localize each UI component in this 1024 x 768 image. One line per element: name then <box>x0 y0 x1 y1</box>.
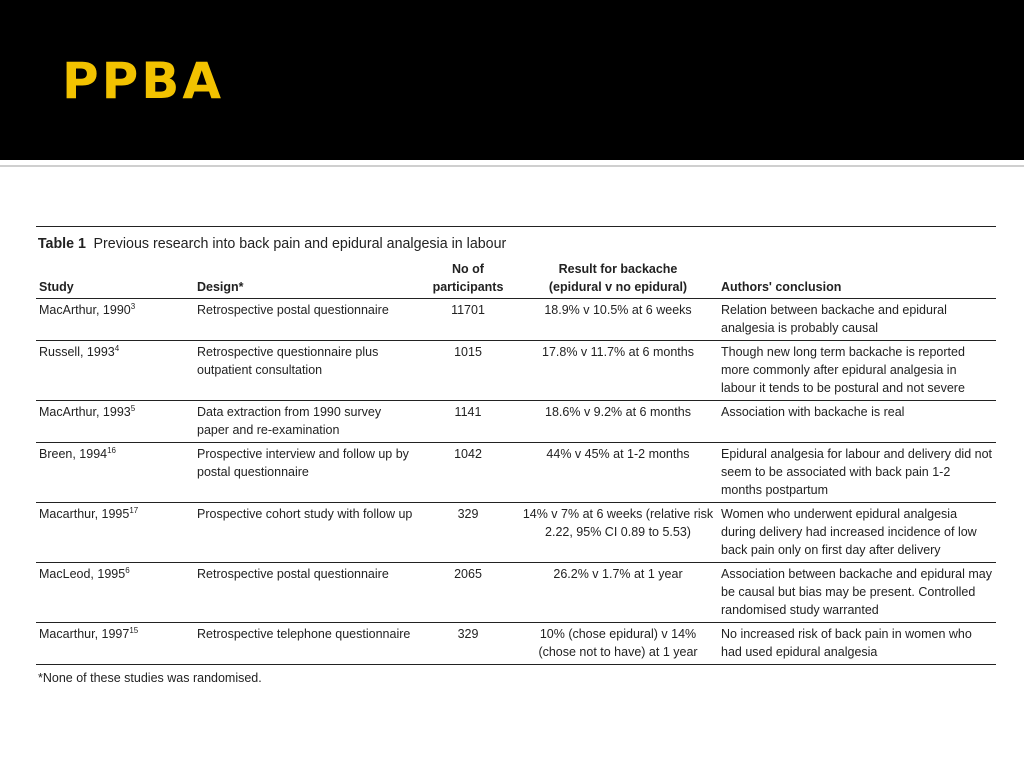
cell-participants: 329 <box>418 503 518 563</box>
table-caption-label: Table 1 <box>37 235 86 252</box>
cell-study <box>36 623 194 665</box>
table-footnote: *None of these studies was randomised. <box>38 671 262 685</box>
cell-design: Data extraction from 1990 survey paper and re-examination <box>194 401 418 443</box>
cell-participants: 2065 <box>418 563 518 623</box>
cell-conclusion: No increased risk of back pain in women who had used epidural analgesia <box>718 623 996 665</box>
header-participants <box>418 258 518 299</box>
cell-result: 14% v 7% at 6 weeks (relative risk 2.22, 95% CI 0.89 to 5.53) <box>518 503 718 563</box>
cell-study <box>36 401 194 443</box>
study-ref: 16 <box>107 445 117 455</box>
table-body <box>36 299 996 665</box>
cell-study <box>36 341 194 401</box>
header-participants-line2: participants <box>432 280 504 294</box>
table-header-row <box>36 258 996 299</box>
cell-result: 17.8% v 11.7% at 6 months <box>518 341 718 401</box>
table-caption-text: Previous research into back pain and epidural analgesia in labour <box>93 235 507 252</box>
study-ref: 3 <box>130 301 136 311</box>
research-table-block <box>36 226 996 685</box>
cell-study <box>36 443 194 503</box>
research-table <box>36 258 996 665</box>
header-divider <box>0 165 1024 167</box>
cell-conclusion: Women who underwent epidural analgesia during delivery had increased incidence of low back pain only on first day after delivery <box>718 503 996 563</box>
table-row <box>36 623 996 665</box>
study-name: Russell, 1993 <box>39 345 115 359</box>
table-row <box>36 503 996 563</box>
header-study: Study <box>36 258 194 299</box>
header-result-line2: (epidural v no epidural) <box>548 280 688 294</box>
study-name: MacArthur, 1990 <box>39 303 131 317</box>
cell-conclusion: Relation between backache and epidural analgesia is probably causal <box>718 299 996 341</box>
study-ref: 15 <box>129 625 139 635</box>
cell-conclusion: Association between backache and epidural may be causal but bias may be present. Controlled randomised study warranted <box>718 563 996 623</box>
cell-conclusion: Though new long term backache is reported more commonly after epidural analgesia in labour it tends to be postural and not severe <box>718 341 996 401</box>
cell-design: Retrospective telephone questionnaire <box>194 623 418 665</box>
cell-result: 18.6% v 9.2% at 6 months <box>518 401 718 443</box>
study-name: Breen, 1994 <box>39 447 108 461</box>
cell-result: 26.2% v 1.7% at 1 year <box>518 563 718 623</box>
cell-participants: 1141 <box>418 401 518 443</box>
study-name: Macarthur, 1997 <box>39 627 130 641</box>
cell-study <box>36 563 194 623</box>
study-ref: 17 <box>129 505 139 515</box>
table-row <box>36 341 996 401</box>
study-ref: 4 <box>114 343 120 353</box>
study-name: MacLeod, 1995 <box>39 567 126 581</box>
cell-result: 18.9% v 10.5% at 6 weeks <box>518 299 718 341</box>
cell-participants: 329 <box>418 623 518 665</box>
cell-conclusion: Association with backache is real <box>718 401 996 443</box>
cell-design: Prospective cohort study with follow up <box>194 503 418 563</box>
cell-participants: 1042 <box>418 443 518 503</box>
header-conclusion: Authors' conclusion <box>718 258 996 299</box>
header-design: Design* <box>194 258 418 299</box>
cell-result: 44% v 45% at 1-2 months <box>518 443 718 503</box>
table-row <box>36 401 996 443</box>
study-name: MacArthur, 1993 <box>39 405 131 419</box>
header-result <box>518 258 718 299</box>
cell-participants: 11701 <box>418 299 518 341</box>
cell-study <box>36 299 194 341</box>
cell-design: Prospective interview and follow up by postal questionnaire <box>194 443 418 503</box>
cell-result: 10% (chose epidural) v 14% (chose not to have) at 1 year <box>518 623 718 665</box>
study-ref: 6 <box>125 565 130 575</box>
table-row <box>36 443 996 503</box>
study-name: Macarthur, 1995 <box>39 507 130 521</box>
table-row <box>36 299 996 341</box>
cell-design: Retrospective postal questionnaire <box>194 299 418 341</box>
cell-design: Retrospective postal questionnaire <box>194 563 418 623</box>
header-participants-line1: No of <box>452 262 484 276</box>
table-row <box>36 563 996 623</box>
study-ref: 5 <box>130 403 136 413</box>
cell-design: Retrospective questionnaire plus outpatient consultation <box>194 341 418 401</box>
cell-conclusion: Epidural analgesia for labour and delivery did not seem to be associated with back pain 1-2 months postpartum <box>718 443 996 503</box>
header-result-line1: Result for backache <box>558 262 678 276</box>
slide-title: PPBA <box>62 52 225 110</box>
cell-participants: 1015 <box>418 341 518 401</box>
cell-study <box>36 503 194 563</box>
table-caption <box>36 227 948 258</box>
